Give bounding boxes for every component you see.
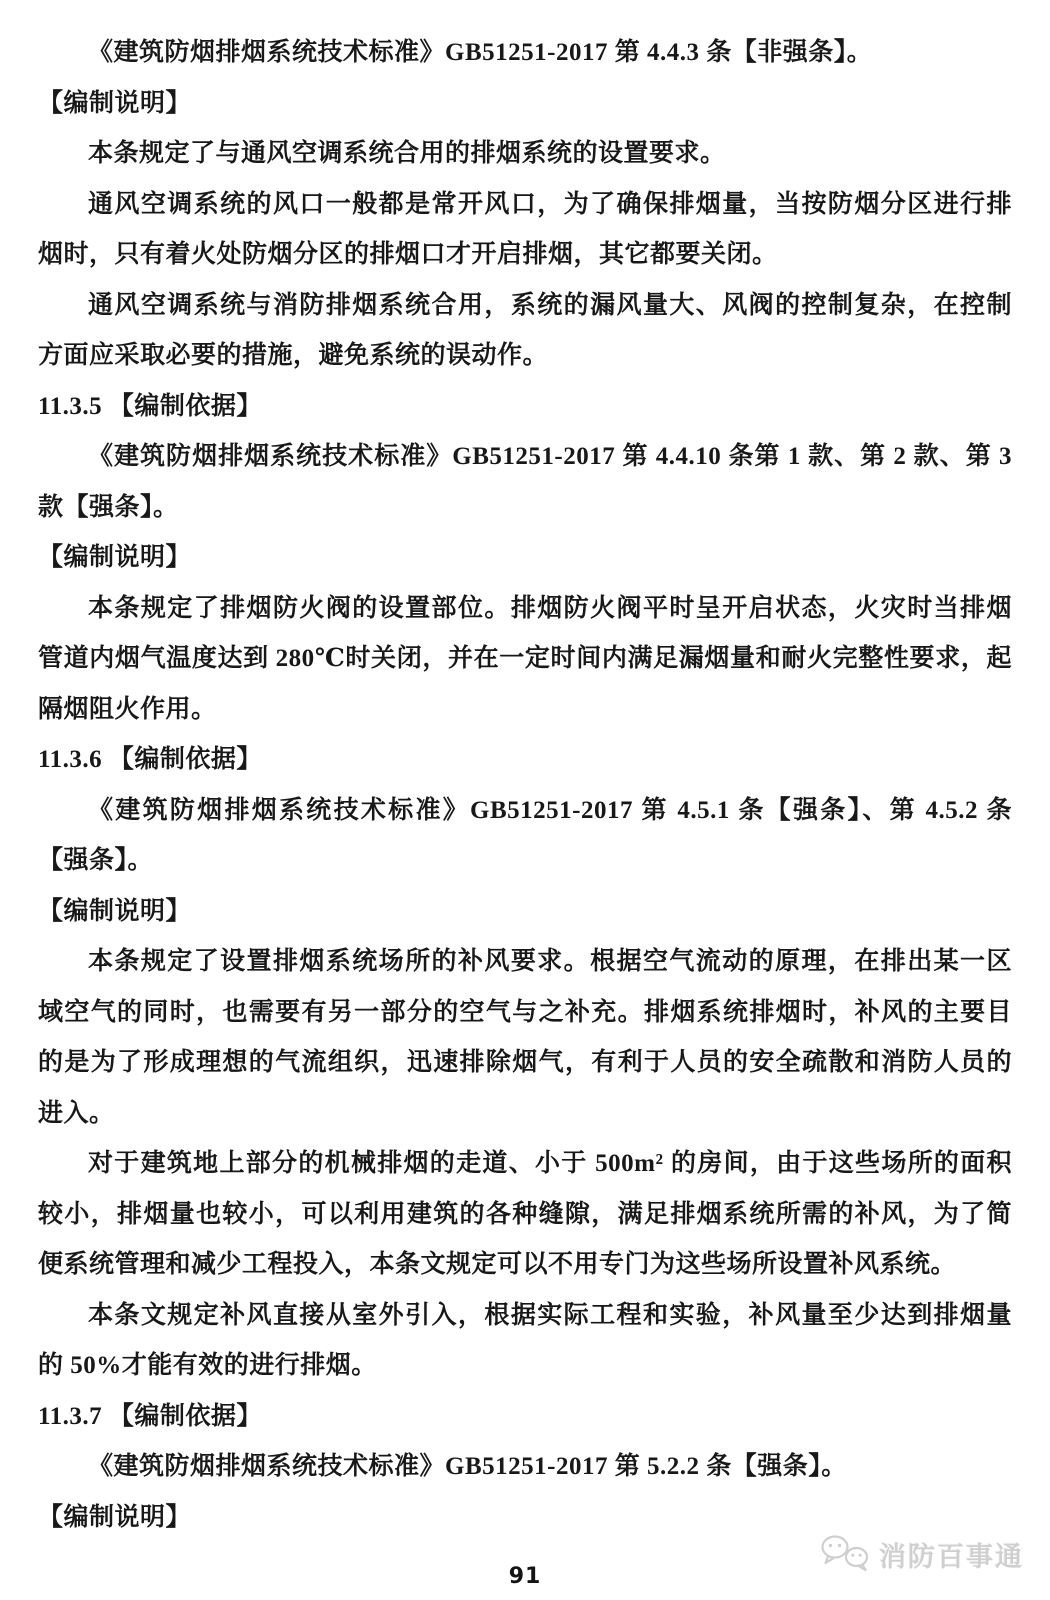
text-line: 11.3.7 【编制依据】 bbox=[38, 1402, 262, 1430]
paragraph bbox=[38, 129, 1012, 180]
section-heading bbox=[38, 1392, 1012, 1443]
paragraph bbox=[38, 180, 1012, 281]
paragraph bbox=[38, 281, 1012, 382]
text-line: 《建筑防烟排烟系统技术标准》GB51251-2017 第 4.4.10 条第 1 款、第 2 款、第 3 bbox=[88, 443, 1012, 470]
text-line: 11.3.6 【编制依据】 bbox=[38, 746, 262, 773]
text-line: 本条规定了与通风空调系统合用的排烟系统的设置要求。 bbox=[88, 140, 726, 167]
bracket-label bbox=[38, 79, 1012, 130]
text-line: 便系统管理和减少工程投入，本条文规定可以不用专门为这些场所设置补风系统。 bbox=[38, 1251, 957, 1278]
text-line: 本条文规定补风直接从室外引入，根据实际工程和实验，补风量至少达到排烟量 bbox=[88, 1301, 1012, 1329]
text-line: 11.3.5 【编制依据】 bbox=[38, 392, 262, 420]
text-line: 的是为了形成理想的气流组织，迅速排除烟气，有利于人员的安全疏散和消防人员的 bbox=[38, 1049, 1012, 1076]
text-line: 方面应采取必要的措施，避免系统的误动作。 bbox=[38, 342, 549, 369]
text-line: 的 50%才能有效的进行排烟。 bbox=[38, 1352, 377, 1379]
text-line: 【强条】。 bbox=[38, 847, 154, 874]
text-line: 《建筑防烟排烟系统技术标准》GB51251-2017 第 5.2.2 条【强条】。 bbox=[88, 1453, 847, 1480]
text-line: 本条规定了排烟防火阀的设置部位。排烟防火阀平时呈开启状态，火灾时当排烟 bbox=[88, 594, 1012, 622]
text-line: 【编制说明】 bbox=[38, 89, 192, 117]
text-line: 进入。 bbox=[38, 1099, 115, 1127]
text-line: 域空气的同时，也需要有另一部分的空气与之补充。排烟系统排烟时，补风的主要目 bbox=[38, 998, 1012, 1026]
text-line: 烟时，只有着火处防烟分区的排烟口才开启排烟，其它都要关闭。 bbox=[38, 241, 778, 268]
text-line: 本条规定了设置排烟系统场所的补风要求。根据空气流动的原理，在排出某一区 bbox=[88, 948, 1012, 975]
text-line: 【编制说明】 bbox=[38, 1503, 192, 1531]
text-line: 款【强条】。 bbox=[38, 493, 179, 521]
text-line: 《建筑防烟排烟系统技术标准》GB51251-2017 第 4.4.3 条【非强条】。 bbox=[88, 39, 873, 66]
page-number: 91 bbox=[508, 1564, 542, 1589]
reference-paragraph bbox=[38, 786, 1012, 887]
text-line: 隔烟阻火作用。 bbox=[38, 695, 217, 723]
bracket-label bbox=[38, 887, 1012, 938]
text-line: 对于建筑地上部分的机械排烟的走道、小于 500m² 的房间，由于这些场所的面积 bbox=[88, 1150, 1012, 1177]
text-line: 《建筑防烟排烟系统技术标准》GB51251-2017 第 4.5.1 条【强条】、第 4.5.2 条 bbox=[88, 796, 1012, 824]
text-line: 管道内烟气温度达到 280℃时关闭，并在一定时间内满足漏烟量和耐火完整性要求，起 bbox=[38, 645, 1012, 672]
paragraph bbox=[38, 1139, 1012, 1291]
paragraph bbox=[38, 584, 1012, 736]
document-body bbox=[38, 28, 1012, 1543]
paragraph bbox=[38, 1291, 1012, 1392]
text-line: 较小，排烟量也较小，可以利用建筑的各种缝隙，满足排烟系统所需的补风，为了简 bbox=[38, 1200, 1012, 1228]
text-line: 通风空调系统的风口一般都是常开风口，为了确保排烟量，当按防烟分区进行排 bbox=[88, 190, 1012, 218]
text-line: 【编制说明】 bbox=[38, 544, 192, 571]
reference-paragraph bbox=[38, 1442, 1012, 1493]
text-line: 通风空调系统与消防排烟系统合用，系统的漏风量大、风阀的控制复杂，在控制 bbox=[88, 291, 1012, 319]
reference-paragraph bbox=[38, 432, 1012, 533]
section-heading bbox=[38, 382, 1012, 433]
paragraph bbox=[38, 937, 1012, 1139]
text-line: 【编制说明】 bbox=[38, 897, 192, 925]
reference-paragraph bbox=[38, 28, 1012, 79]
section-heading bbox=[38, 735, 1012, 786]
bracket-label bbox=[38, 533, 1012, 584]
watermark-label: 消防百事通 bbox=[879, 1541, 1024, 1572]
